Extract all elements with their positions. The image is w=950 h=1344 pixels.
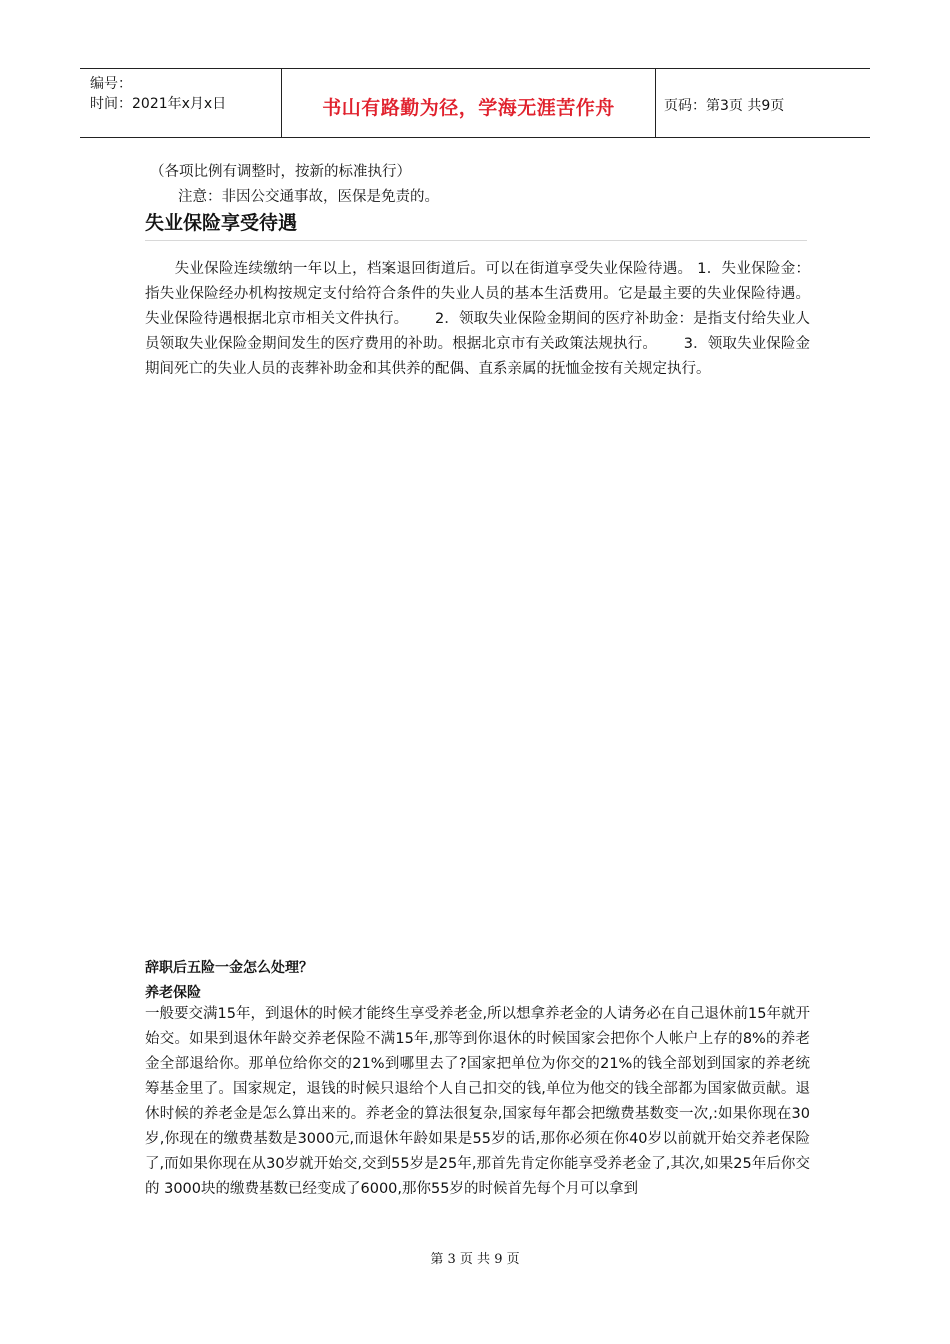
page-number-label: 页码：第3页 共9页 bbox=[664, 98, 785, 114]
page-footer: 第 3 页 共 9 页 bbox=[430, 1252, 520, 1267]
header-motto-cell bbox=[282, 69, 656, 137]
header-info-cell bbox=[80, 69, 282, 137]
ratio-adjust-note: （各项比例有调整时，按新的标准执行） bbox=[150, 164, 411, 180]
pension-insurance-heading: 养老保险 bbox=[145, 985, 201, 1001]
resign-insurance-question: 辞职后五险一金怎么处理？ bbox=[145, 960, 313, 976]
document-date-label: 时间：2021年x月x日 bbox=[90, 96, 227, 112]
pension-insurance-paragraph: 一般要交满15年，到退休的时候才能终生享受养老金,所以想拿养老金的人请务必在自己退休前15年就开始交。如果到退休年龄交养老保险不满15年,那等到你退休的时候国家会把你个人帐户上存的8%的养老金全部退给你。那单位给你交的21%到哪里去了?国家把单位为你交的21%的钱全部划到国家的养老统筹基金里了。国家规定，退钱的时候只退给个人自己扣交的钱,单位为他交的钱全部都为国家做贡献。退休时候的养老金是怎么算出来的。养老金的算法很复杂,国家每年都会把缴费基数变一次,:如果你现在30岁,你现在的缴费基数是3000元,而退休年龄如果是55岁的话,那你必须在你40岁以前就开始交养老保险了,而如果你现在从30岁就开始交,交到55岁是25年,那首先肯定你能享受养老金了,其次,如果25年后你交的 3000块的缴费基数已经变成了6000,那你55岁的时候首先每个月可以拿到 bbox=[145, 1006, 811, 1197]
header-table bbox=[80, 68, 870, 138]
unemployment-benefits-heading: 失业保险享受待遇 bbox=[145, 212, 298, 234]
motto-text: 书山有路勤为径，学海无涯苦作舟 bbox=[322, 97, 615, 119]
unemployment-benefits-paragraph: 失业保险连续缴纳一年以上，档案退回街道后。可以在街道享受失业保险待遇。 1．失业保险金：指失业保险经办机构按规定支付给符合条件的失业人员的基本生活费用。它是最主要的失业保险待遇。失业保险待遇根据北京市相关文件执行。 2．领取失业保险金期间的医疗补助金：是指支付给失业人员领取失业保险金期间发生的医疗费用的补助。根据北京市有关政策法规执行。 3．领取失业保险金期间死亡的失业人员的丧葬补助金和其供养的配偶、直系亲属的抚恤金按有关规定执行。 bbox=[145, 261, 810, 377]
document-number-label: 编号： bbox=[90, 76, 132, 92]
heading-divider bbox=[145, 240, 807, 241]
medical-exemption-note: 注意：非因公交通事故，医保是免责的。 bbox=[178, 189, 439, 205]
header-page-cell bbox=[656, 69, 870, 137]
